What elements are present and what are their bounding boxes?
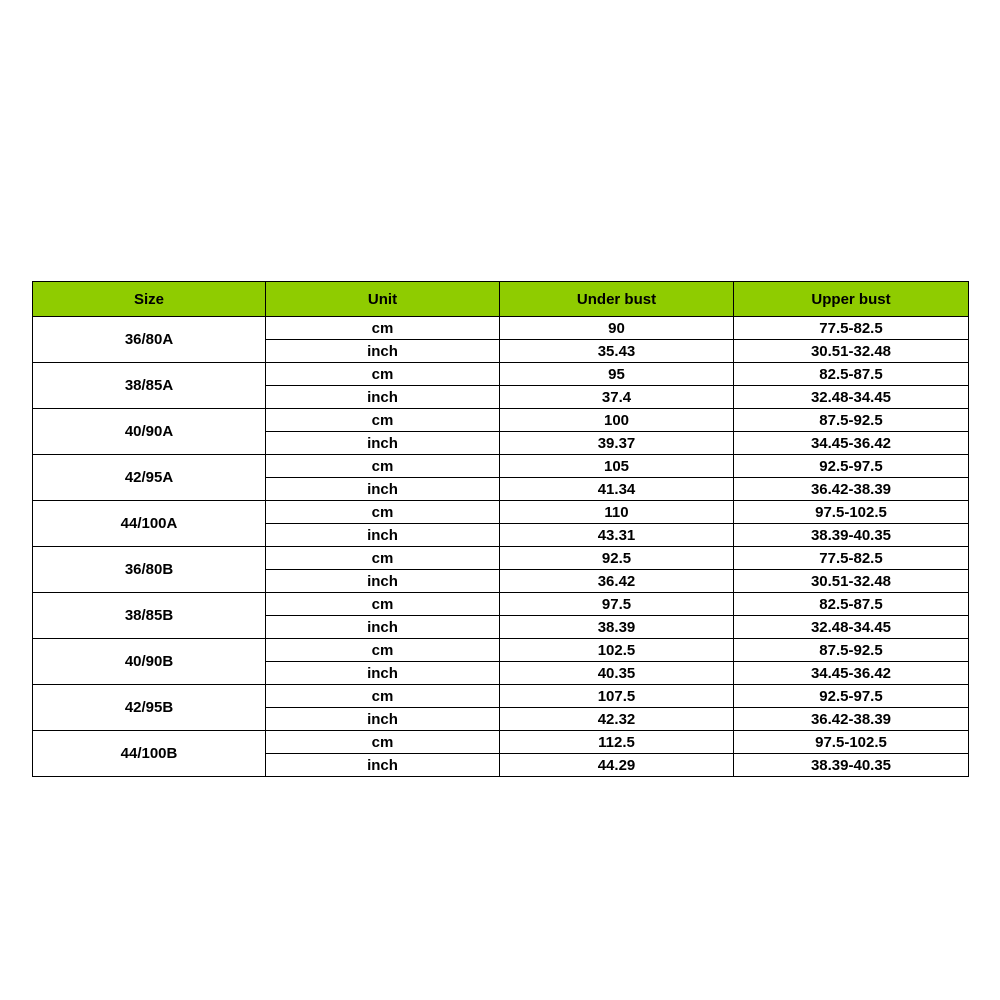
under-bust-cell: 92.5 — [500, 547, 734, 570]
unit-cell: inch — [266, 386, 500, 409]
unit-cell: cm — [266, 547, 500, 570]
unit-cell: cm — [266, 363, 500, 386]
under-bust-cell: 43.31 — [500, 524, 734, 547]
unit-cell: inch — [266, 478, 500, 501]
upper-bust-cell: 77.5-82.5 — [734, 317, 969, 340]
header-upper-bust: Upper bust — [734, 282, 969, 317]
table-row — [33, 501, 969, 524]
under-bust-cell: 35.43 — [500, 340, 734, 363]
upper-bust-cell: 36.42-38.39 — [734, 708, 969, 731]
size-cell: 42/95A — [33, 455, 266, 501]
table-row — [33, 547, 969, 570]
under-bust-cell: 107.5 — [500, 685, 734, 708]
unit-cell: inch — [266, 340, 500, 363]
table-row — [33, 363, 969, 386]
upper-bust-cell: 32.48-34.45 — [734, 386, 969, 409]
unit-cell: inch — [266, 524, 500, 547]
upper-bust-cell: 34.45-36.42 — [734, 662, 969, 685]
under-bust-cell: 112.5 — [500, 731, 734, 754]
size-cell: 38/85A — [33, 363, 266, 409]
unit-cell: cm — [266, 685, 500, 708]
upper-bust-cell: 77.5-82.5 — [734, 547, 969, 570]
under-bust-cell: 38.39 — [500, 616, 734, 639]
size-cell: 40/90B — [33, 639, 266, 685]
under-bust-cell: 102.5 — [500, 639, 734, 662]
under-bust-cell: 100 — [500, 409, 734, 432]
size-cell: 44/100B — [33, 731, 266, 777]
unit-cell: cm — [266, 455, 500, 478]
unit-cell: inch — [266, 754, 500, 777]
under-bust-cell: 95 — [500, 363, 734, 386]
table-row — [33, 685, 969, 708]
unit-cell: cm — [266, 317, 500, 340]
under-bust-cell: 110 — [500, 501, 734, 524]
size-cell: 40/90A — [33, 409, 266, 455]
under-bust-cell: 90 — [500, 317, 734, 340]
size-chart-table — [32, 281, 969, 777]
unit-cell: cm — [266, 501, 500, 524]
size-cell: 36/80B — [33, 547, 266, 593]
unit-cell: cm — [266, 593, 500, 616]
upper-bust-cell: 30.51-32.48 — [734, 570, 969, 593]
table-row — [33, 639, 969, 662]
under-bust-cell: 41.34 — [500, 478, 734, 501]
upper-bust-cell: 87.5-92.5 — [734, 639, 969, 662]
table-row — [33, 731, 969, 754]
upper-bust-cell: 34.45-36.42 — [734, 432, 969, 455]
unit-cell: inch — [266, 662, 500, 685]
upper-bust-cell: 82.5-87.5 — [734, 363, 969, 386]
table-header — [33, 282, 969, 317]
upper-bust-cell: 97.5-102.5 — [734, 731, 969, 754]
table-body — [33, 317, 969, 777]
under-bust-cell: 37.4 — [500, 386, 734, 409]
under-bust-cell: 40.35 — [500, 662, 734, 685]
upper-bust-cell: 38.39-40.35 — [734, 524, 969, 547]
upper-bust-cell: 38.39-40.35 — [734, 754, 969, 777]
upper-bust-cell: 97.5-102.5 — [734, 501, 969, 524]
upper-bust-cell: 32.48-34.45 — [734, 616, 969, 639]
size-cell: 38/85B — [33, 593, 266, 639]
size-cell: 42/95B — [33, 685, 266, 731]
header-size: Size — [33, 282, 266, 317]
upper-bust-cell: 92.5-97.5 — [734, 685, 969, 708]
unit-cell: inch — [266, 432, 500, 455]
unit-cell: inch — [266, 616, 500, 639]
unit-cell: cm — [266, 731, 500, 754]
upper-bust-cell: 92.5-97.5 — [734, 455, 969, 478]
size-cell: 44/100A — [33, 501, 266, 547]
header-under-bust: Under bust — [500, 282, 734, 317]
under-bust-cell: 39.37 — [500, 432, 734, 455]
under-bust-cell: 36.42 — [500, 570, 734, 593]
table-row — [33, 409, 969, 432]
table-row — [33, 317, 969, 340]
under-bust-cell: 42.32 — [500, 708, 734, 731]
under-bust-cell: 44.29 — [500, 754, 734, 777]
table-row — [33, 455, 969, 478]
unit-cell: cm — [266, 409, 500, 432]
unit-cell: cm — [266, 639, 500, 662]
upper-bust-cell: 36.42-38.39 — [734, 478, 969, 501]
under-bust-cell: 97.5 — [500, 593, 734, 616]
unit-cell: inch — [266, 570, 500, 593]
size-cell: 36/80A — [33, 317, 266, 363]
upper-bust-cell: 30.51-32.48 — [734, 340, 969, 363]
upper-bust-cell: 87.5-92.5 — [734, 409, 969, 432]
unit-cell: inch — [266, 708, 500, 731]
upper-bust-cell: 82.5-87.5 — [734, 593, 969, 616]
table-row — [33, 593, 969, 616]
header-row — [33, 282, 969, 317]
under-bust-cell: 105 — [500, 455, 734, 478]
header-unit: Unit — [266, 282, 500, 317]
